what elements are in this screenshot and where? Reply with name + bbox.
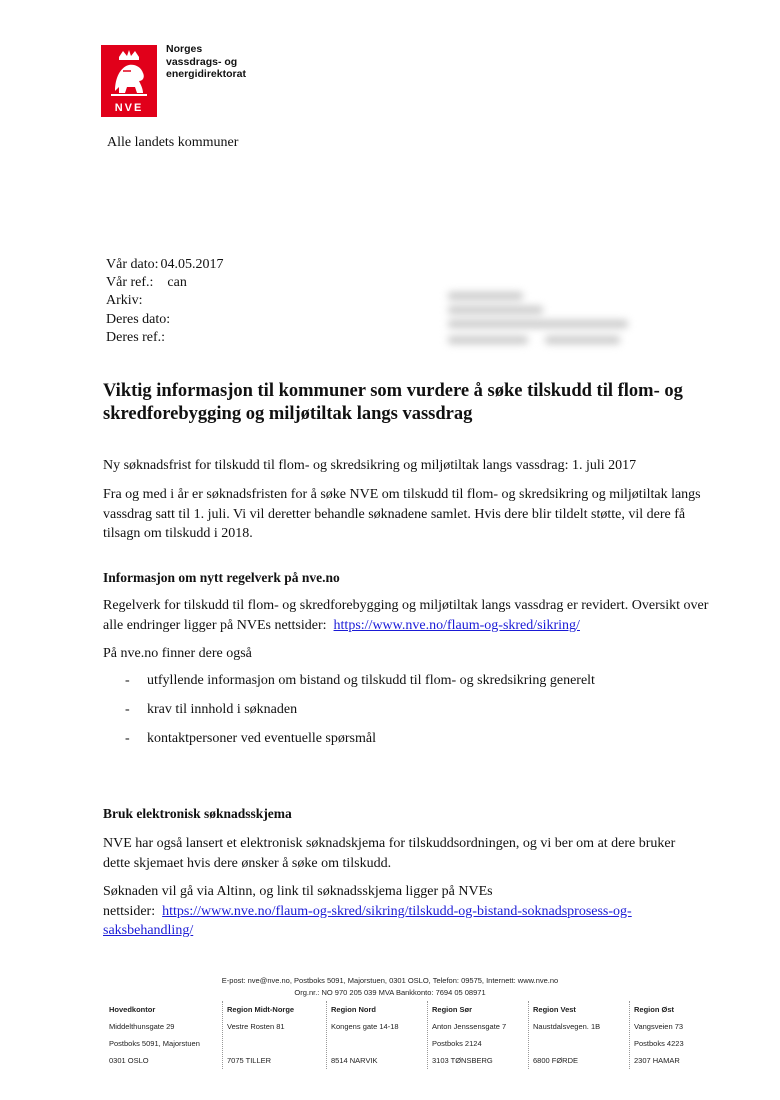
org-name-line: vassdrags- og: [166, 55, 238, 68]
recipient: Alle landets kommuner: [107, 135, 239, 150]
altinn-paragraph: [103, 882, 713, 941]
org-name-line: energidirektorat: [166, 68, 246, 80]
office-name: Region Midt-Norge: [227, 1005, 295, 1014]
office-line: [331, 1035, 421, 1052]
bullet-text: krav til innhold i søknaden: [147, 702, 298, 717]
meta-row-your-ref: [106, 329, 169, 347]
office-line: Postboks 4223: [634, 1039, 684, 1048]
office-line: Vangsveien 73: [634, 1022, 684, 1031]
office-line: 0301 OSLO: [109, 1056, 149, 1065]
bullet-text: kontaktpersoner ved eventuelle spørsmål: [147, 731, 376, 746]
meta-row-date: [106, 256, 223, 274]
footer-contact: E-post: nve@nve.no, Postboks 5091, Majorstuen, 0301 OSLO, Telefon: 09575, Internett: www.nve.no: [221, 976, 559, 985]
deadline-line: Ny søknadsfrist for tilskudd til flom- og skredsikring og miljøtiltak langs vassdrag: 1. juli 2017: [103, 458, 637, 473]
office-line: 7075 TILLER: [227, 1056, 272, 1065]
logo-text: NVE: [114, 102, 144, 114]
footer-office-hovedkontor: [105, 1001, 217, 1069]
footer-office-nord: [326, 1001, 421, 1069]
office-line: 3103 TØNSBERG: [432, 1056, 493, 1065]
office-line: 2307 HAMAR: [634, 1056, 680, 1065]
altinn-link-line: [103, 902, 713, 922]
bullet-marker: -: [125, 673, 130, 688]
office-line: 6800 FØRDE: [533, 1056, 579, 1065]
office-name: Region Vest: [533, 1005, 576, 1014]
office-line: Postboks 2124: [432, 1039, 482, 1048]
office-line: Postboks 5091, Majorstuen: [109, 1039, 200, 1048]
redacted-block: [440, 288, 630, 350]
meta-label: Vår dato:: [106, 257, 159, 272]
meta-label: Deres ref.:: [106, 330, 166, 345]
altinn-text: Søknaden vil gå via Altinn, og link til søknadsskjema ligger på NVEs: [103, 884, 493, 899]
office-name: Region Øst: [634, 1005, 675, 1014]
footer-orgnr: Org.nr.: NO 970 205 039 MVA Bankkonto: 7694 05 08971: [294, 988, 486, 997]
regelverk-paragraph: [103, 596, 713, 635]
bullet-text: utfyllende informasjon om bistand og tilskudd til flom- og skredsikring generelt: [147, 673, 595, 688]
meta-label: Deres dato:: [106, 312, 171, 327]
footer-office-vest: [528, 1001, 623, 1069]
office-name: Hovedkontor: [109, 1005, 156, 1014]
intro-paragraph: Fra og med i år er søknadsfristen for å søke NVE om tilskudd til flom- og skredsikring og miljøtiltak langs vassdrag satt til 1. juli. Vi vil deretter behandle søknadene samlet. Hvis dere blir tildelt støtte, vil dere få tilsagn om tilskudd i 2018.: [103, 487, 701, 541]
office-line: 8514 NARVIK: [331, 1056, 378, 1065]
meta-row-archive: [106, 292, 147, 310]
regelverk-text: Regelverk for tilskudd til flom- og skredforebygging og miljøtiltak langs vassdrag er revidert. Oversikt over alle endringer ligger på NVEs nettsider:: [103, 598, 709, 633]
list-intro: På nve.no finner dere også: [103, 646, 252, 661]
office-line: Naustdalsvegen. 1B: [533, 1022, 601, 1031]
meta-label: Vår ref.:: [106, 275, 154, 290]
org-name: [166, 43, 246, 81]
footer-office-ost: [629, 1001, 714, 1069]
nve-logo: [101, 45, 157, 117]
office-name: Region Nord: [331, 1005, 376, 1014]
meta-label: Arkiv:: [106, 293, 143, 308]
nettsider-prefix: nettsider:: [103, 903, 156, 919]
meta-row-your-date: [106, 311, 174, 329]
section-heading-regelverk: Informasjon om nytt regelverk på nve.no: [103, 570, 340, 585]
office-name: Region Sør: [432, 1005, 473, 1014]
footer-office-sor: [427, 1001, 524, 1069]
office-line: [533, 1035, 623, 1052]
org-name-line: Norges: [166, 43, 203, 55]
bullet-marker: -: [125, 731, 130, 746]
office-line: Middelthunsgate 29: [109, 1022, 175, 1031]
nve-sikring-link[interactable]: https://www.nve.no/flaum-og-skred/sikring/: [333, 617, 580, 633]
bullet-marker: -: [125, 702, 130, 717]
section-heading-elektronisk: Bruk elektronisk søknadsskjema: [103, 806, 292, 821]
office-line: Anton Jenssensgate 7: [432, 1022, 507, 1031]
office-line: Kongens gate 14-18: [331, 1022, 399, 1031]
meta-row-ref: [106, 274, 187, 292]
lion-crest-icon: [101, 47, 157, 103]
soknadsprosess-link[interactable]: https://www.nve.no/flaum-og-skred/sikring/tilskudd-og-bistand-soknadsprosess-og-: [162, 903, 632, 919]
footer-office-midt-norge: [222, 1001, 322, 1069]
letter-headline: Viktig informasjon til kommuner som vurdere å søke tilskudd til flom- og skredforebygging og miljøtiltak langs vassdrag: [103, 381, 683, 424]
altinn-link-line-2: [103, 921, 713, 941]
meta-value: can: [167, 275, 187, 290]
meta-value: 04.05.2017: [160, 257, 224, 272]
elektronisk-paragraph: NVE har også lansert et elektronisk søknadskjema for tilskuddsordningen, og vi ber om at dere bruker dette skjemaet hvis dere ønsker å søke om tilskudd.: [103, 836, 676, 871]
office-line: Vestre Rosten 81: [227, 1022, 285, 1031]
soknadsprosess-link-continued[interactable]: saksbehandling/: [103, 923, 194, 938]
office-line: [227, 1035, 322, 1052]
